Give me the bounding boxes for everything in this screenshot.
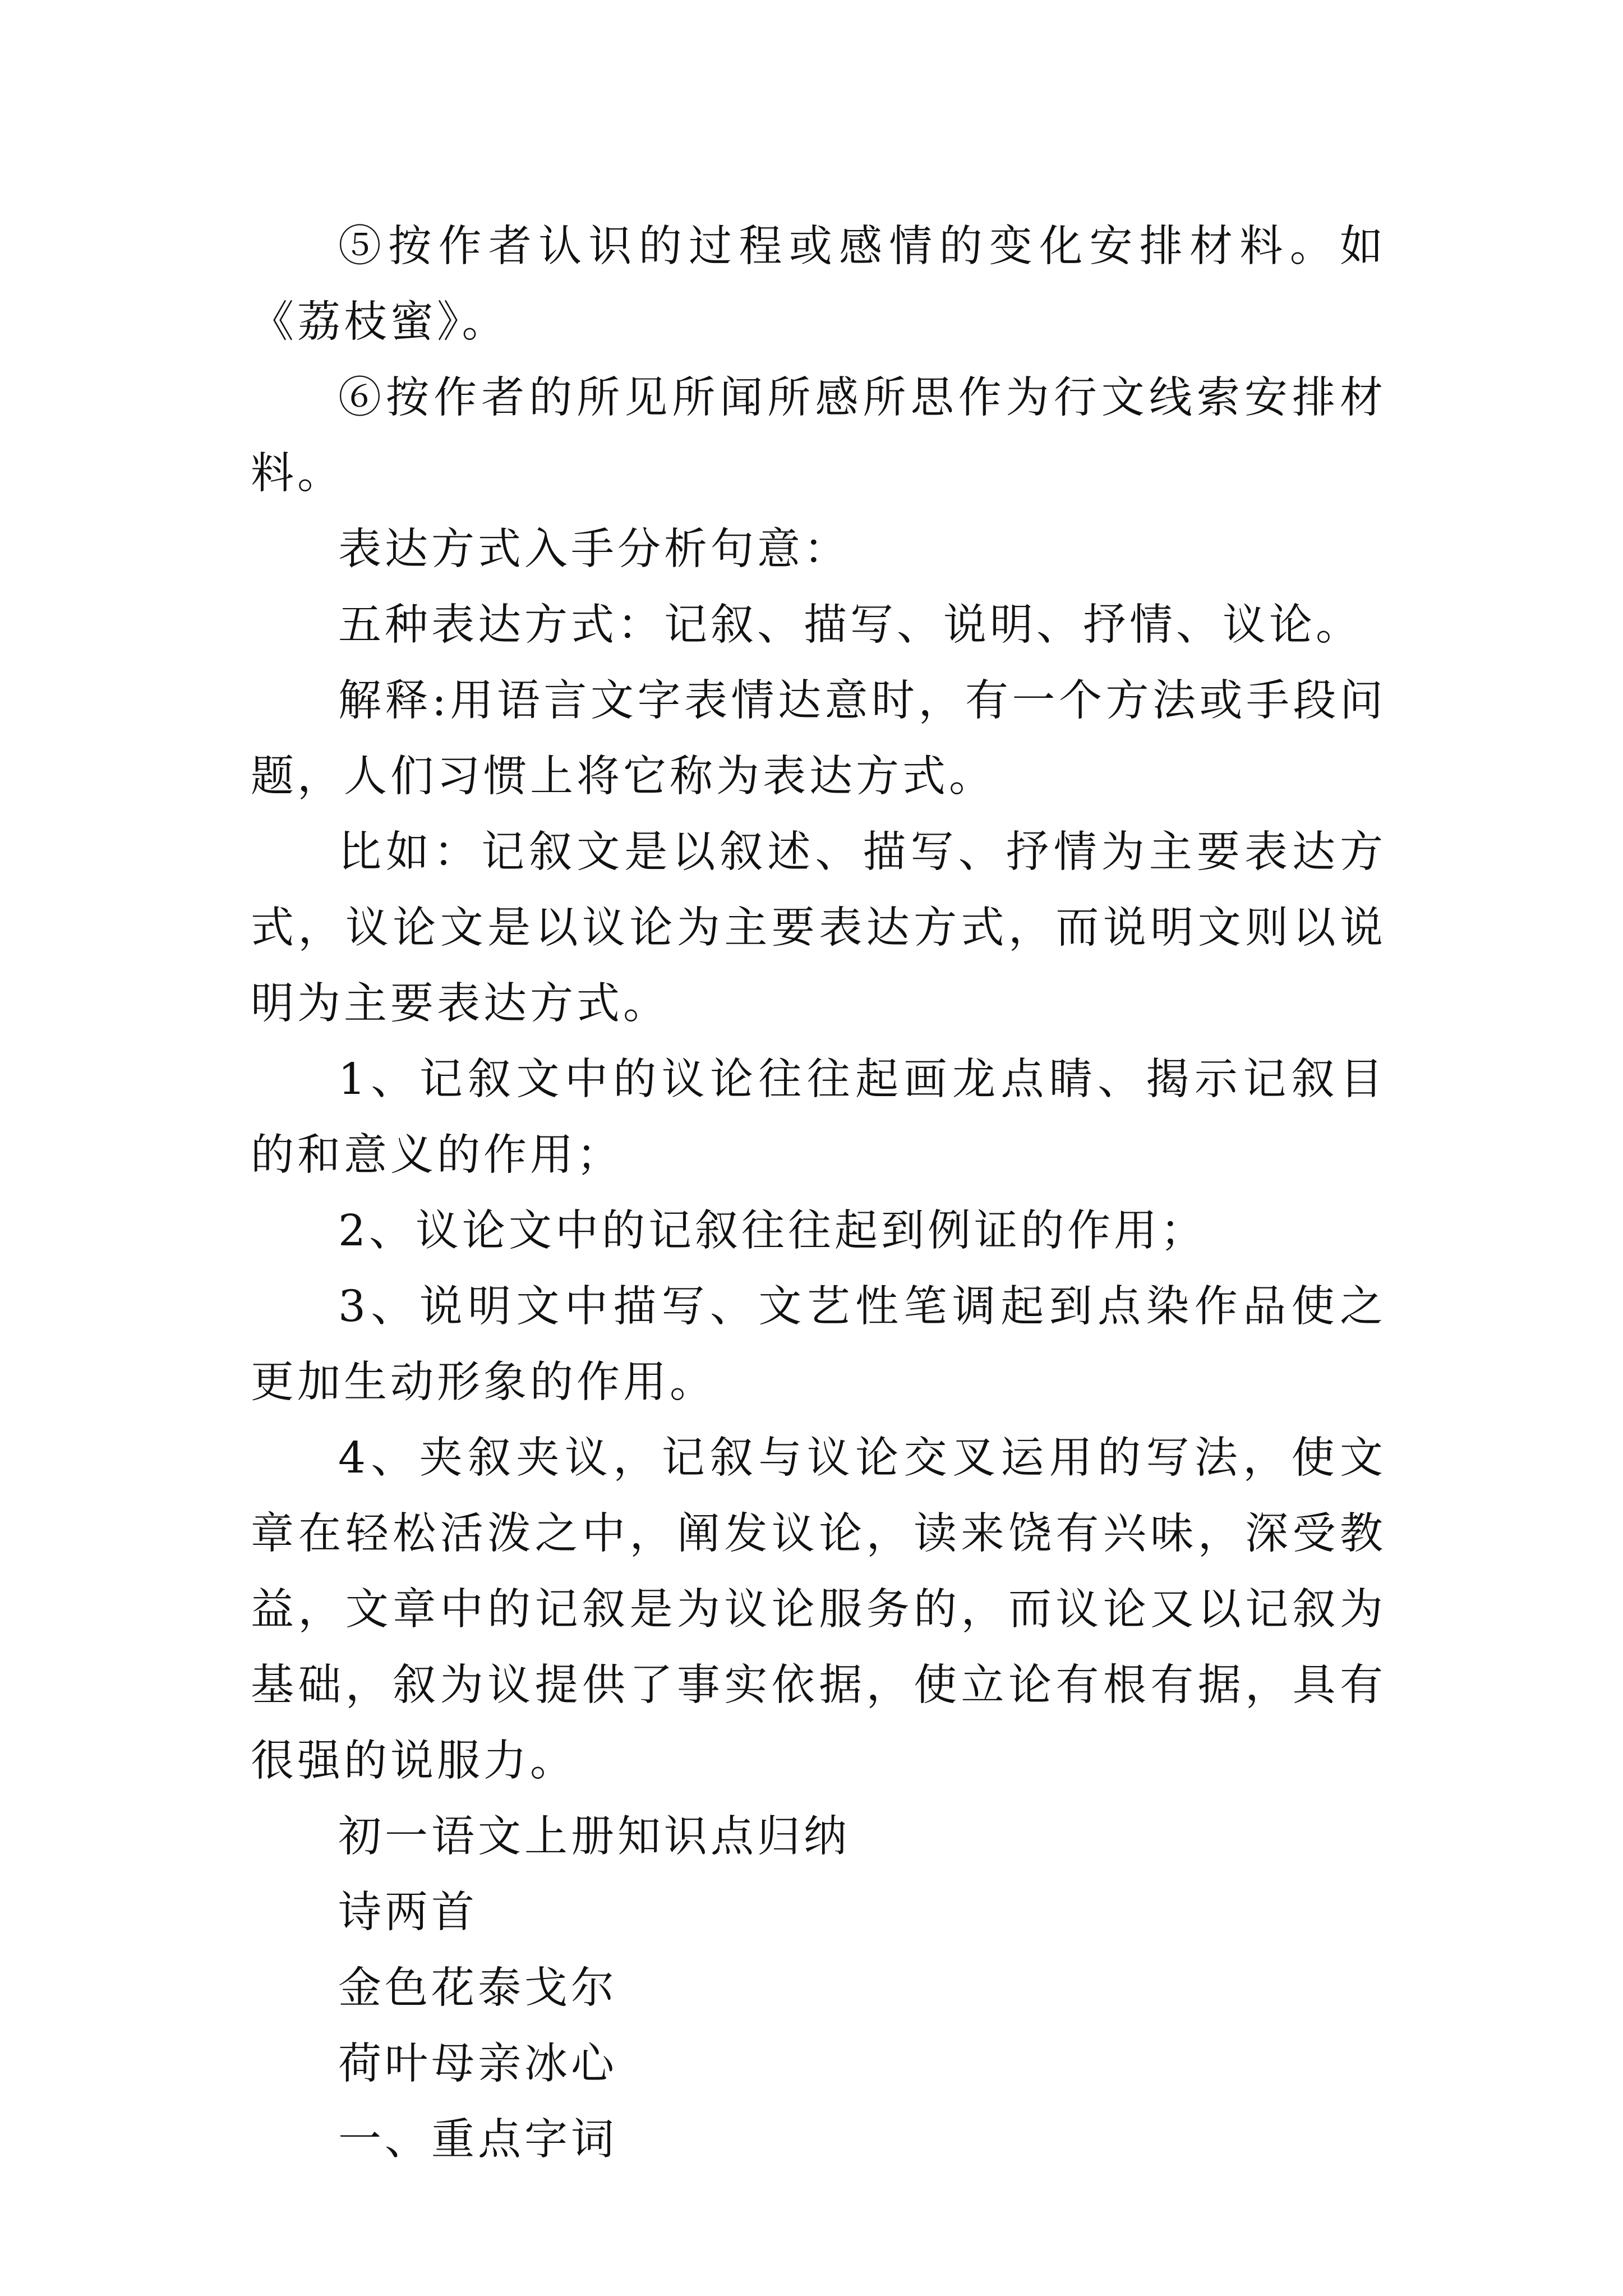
paragraph-arrangement-by-feeling: ⑤按作者认识的过程或感情的变化安排材料。如《荔枝蜜》。 [251, 222, 1386, 347]
paragraph-expression-heading: 表达方式入手分析句意： [338, 524, 850, 574]
paragraph-point-3: 3、说明文中描写、文艺性笔调起到点染作品使之更加生动形象的作用。 [251, 1282, 1386, 1407]
poem-title-1: 金色花泰戈尔 [338, 1963, 617, 2013]
poem-title-2: 荷叶母亲冰心 [338, 2039, 617, 2089]
paragraph-point-2: 2、议论文中的记叙往往起到例证的作用； [338, 1206, 1207, 1256]
paragraph-explanation: 解释:用语言文字表情达意时，有一个方法或手段问题，人们习惯上将它称为表达方式。 [251, 676, 1386, 802]
lesson-title: 诗两首 [338, 1888, 478, 1938]
paragraph-example: 比如：记叙文是以叙述、描写、抒情为主要表达方式，议论文是以议论为主要表达方式，而说明文则以说明为主要表达方式。 [251, 827, 1386, 1029]
paragraph-five-modes: 五种表达方式：记叙、描写、说明、抒情、议论。 [338, 600, 1362, 650]
paragraph-point-4: 4、夹叙夹议，记叙与议论交叉运用的写法，使文章在轻松活泼之中，阐发议论，读来饶有兴味，深受教益，文章中的记叙是为议论服务的，而议论又以记叙为基础，叙为议提供了事实依据，使立论有根有据，具有很强的说服力。 [251, 1433, 1386, 1786]
document-body [251, 209, 1386, 2178]
paragraph-point-1: 1、记叙文中的议论往往起画龙点睛、揭示记叙目的和意义的作用； [251, 1055, 1386, 1180]
subsection-heading: 一、重点字词 [338, 2115, 617, 2165]
section-title: 初一语文上册知识点归纳 [338, 1812, 850, 1862]
paragraph-arrangement-by-clue: ⑥按作者的所见所闻所感所思作为行文线索安排材料。 [251, 373, 1386, 499]
